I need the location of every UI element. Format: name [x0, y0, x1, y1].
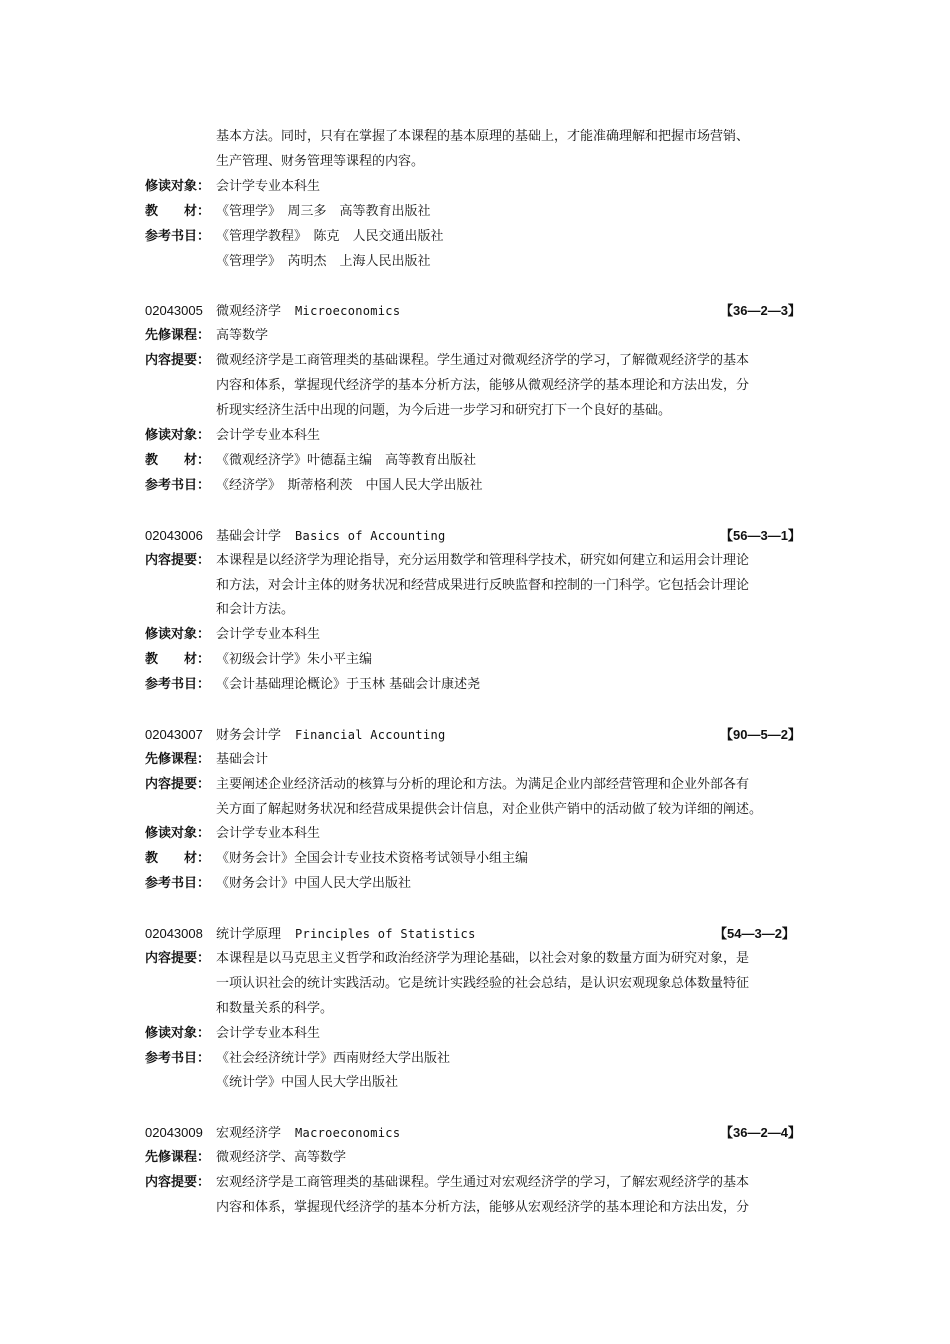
summary-row: [145, 351, 749, 371]
ref-value: 《社会经济统计学》西南财经大学出版社: [216, 1051, 451, 1066]
course-code: 02043007: [145, 727, 203, 742]
course-title: 微观经济学: [216, 304, 282, 319]
audience-row: [145, 824, 320, 844]
summary-line: 析现实经济生活中出现的问题，为今后进一步学习和研究打下一个良好的基础。: [216, 403, 672, 418]
prereq-value: 微观经济学、高等数学: [216, 1150, 347, 1165]
audience-value: 会计学专业本科生: [216, 179, 321, 194]
ref-value: 《管理学》 芮明杰 上海人民出版社: [216, 254, 431, 269]
intro-audience-row: [145, 177, 320, 197]
ref-value: 《财务会计》中国人民大学出版社: [216, 876, 412, 891]
prereq-value: 高等数学: [216, 328, 269, 343]
audience-value: 会计学专业本科生: [216, 428, 321, 443]
audience-value: 会计学专业本科生: [216, 627, 321, 642]
refs-row: [145, 476, 483, 496]
audience-label: 修读对象：: [145, 826, 211, 841]
summary-line: 宏观经济学是工商管理类的基础课程。学生通过对宏观经济学的学习，了解宏观经济学的基本: [216, 1175, 750, 1190]
course-title: 基础会计学: [216, 529, 282, 544]
prereq-label: 先修课程：: [145, 1150, 211, 1165]
course-header: [145, 924, 476, 944]
course-header: [145, 725, 446, 745]
summary-line: 内容和体系，掌握现代经济学的基本分析方法，能够从宏观经济学的基本理论和方法出发，分: [216, 1200, 750, 1215]
ref-value: 《经济学》 斯蒂格利茨 中国人民大学出版社: [216, 478, 483, 493]
audience-row: [145, 426, 320, 446]
intro-textbook-row: [145, 202, 431, 222]
course-code: 02043006: [145, 528, 203, 543]
course-english-title: Macroeconomics: [295, 1126, 401, 1140]
summary-row: [145, 551, 749, 571]
summary-row: [145, 949, 749, 969]
course-english-title: Principles of Statistics: [295, 927, 476, 941]
summary-row: [145, 775, 749, 795]
summary-label: 内容提要：: [145, 353, 211, 368]
textbook-row: [145, 451, 476, 471]
course-code: 02043008: [145, 926, 203, 941]
summary-label: 内容提要：: [145, 951, 211, 966]
textbook-row: [145, 849, 528, 869]
summary-line: 和会计方法。: [216, 602, 295, 617]
summary-label: 内容提要：: [145, 1175, 211, 1190]
textbook-row: [145, 650, 372, 670]
prereq-value: 基础会计: [216, 752, 269, 767]
course-hours: 【36—2—4】: [720, 1125, 801, 1140]
refs-row: [145, 874, 411, 894]
intro-line-1: 基本方法。同时，只有在掌握了本课程的基本原理的基础上，才能准确理解和把握市场营销、: [216, 129, 750, 144]
refs-label: 参考书目：: [145, 229, 211, 244]
ref-value: 《统计学》中国人民大学出版社: [216, 1075, 399, 1090]
summary-line: 内容和体系，掌握现代经济学的基本分析方法，能够从微观经济学的基本理论和方法出发，分: [216, 378, 750, 393]
course-english-title: Microeconomics: [295, 304, 401, 318]
summary-line: 和数量关系的科学。: [216, 1001, 334, 1016]
textbook-label: 教 材：: [145, 204, 211, 219]
summary-line: 微观经济学是工商管理类的基础课程。学生通过对微观经济学的学习，了解微观经济学的基本: [216, 353, 750, 368]
course-english-title: Financial Accounting: [295, 728, 446, 742]
textbook-label: 教 材：: [145, 453, 211, 468]
audience-label: 修读对象：: [145, 428, 211, 443]
prereq-row: [145, 1148, 346, 1168]
textbook-value: 《管理学》 周三多 高等教育出版社: [216, 204, 431, 219]
prereq-label: 先修课程：: [145, 328, 211, 343]
summary-row: [145, 1173, 749, 1193]
summary-line: 本课程是以马克思主义哲学和政治经济学为理论基础，以社会对象的数量方面为研究对象，是: [216, 951, 750, 966]
course-title: 财务会计学: [216, 728, 282, 743]
audience-value: 会计学专业本科生: [216, 1026, 321, 1041]
course-code: 02043005: [145, 303, 203, 318]
textbook-value: 《微观经济学》叶德磊主编 高等教育出版社: [216, 453, 477, 468]
refs-label: 参考书目：: [145, 1051, 211, 1066]
refs-row: [145, 1049, 450, 1069]
refs-label: 参考书目：: [145, 478, 211, 493]
ref-value: 《管理学教程》 陈克 人民交通出版社: [216, 229, 444, 244]
textbook-label: 教 材：: [145, 851, 211, 866]
refs-label: 参考书目：: [145, 876, 211, 891]
summary-label: 内容提要：: [145, 777, 211, 792]
intro-refs-row: [145, 227, 444, 247]
audience-label: 修读对象：: [145, 179, 211, 194]
summary-line: 本课程是以经济学为理论指导，充分运用数学和管理科学技术，研究如何建立和运用会计理论: [216, 553, 750, 568]
intro-line-2: 生产管理、财务管理等课程的内容。: [216, 154, 425, 169]
audience-value: 会计学专业本科生: [216, 826, 321, 841]
course-english-title: Basics of Accounting: [295, 529, 446, 543]
audience-label: 修读对象：: [145, 627, 211, 642]
course-hours: 【56—3—1】: [720, 528, 801, 543]
audience-row: [145, 625, 320, 645]
summary-line: 和方法，对会计主体的财务状况和经营成果进行反映监督和控制的一门科学。它包括会计理论: [216, 578, 750, 593]
audience-label: 修读对象：: [145, 1026, 211, 1041]
audience-row: [145, 1024, 320, 1044]
course-header: [145, 1123, 400, 1143]
ref-value: 《会计基础理论概论》于玉林 基础会计康述尧: [216, 677, 481, 692]
prereq-row: [145, 326, 268, 346]
summary-line: 一项认识社会的统计实践活动。它是统计实践经验的社会总结，是认识宏观现象总体数量特征: [216, 976, 750, 991]
summary-line: 关方面了解起财务状况和经营成果提供会计信息，对企业供产销中的活动做了较为详细的阐述。: [216, 802, 763, 817]
course-code: 02043009: [145, 1125, 203, 1140]
course-hours: 【90—5—2】: [720, 727, 801, 742]
textbook-label: 教 材：: [145, 652, 211, 667]
course-header: [145, 526, 446, 546]
prereq-row: [145, 750, 268, 770]
course-title: 宏观经济学: [216, 1126, 282, 1141]
course-header: [145, 301, 400, 321]
course-title: 统计学原理: [216, 927, 282, 942]
textbook-value: 《初级会计学》朱小平主编: [216, 652, 373, 667]
refs-row: [145, 675, 480, 695]
textbook-value: 《财务会计》全国会计专业技术资格考试领导小组主编: [216, 851, 529, 866]
summary-line: 主要阐述企业经济活动的核算与分析的理论和方法。为满足企业内部经营管理和企业外部各有: [216, 777, 750, 792]
course-hours: 【36—2—3】: [720, 303, 801, 318]
summary-label: 内容提要：: [145, 553, 211, 568]
refs-label: 参考书目：: [145, 677, 211, 692]
course-hours: 【54—3—2】: [714, 926, 795, 941]
prereq-label: 先修课程：: [145, 752, 211, 767]
